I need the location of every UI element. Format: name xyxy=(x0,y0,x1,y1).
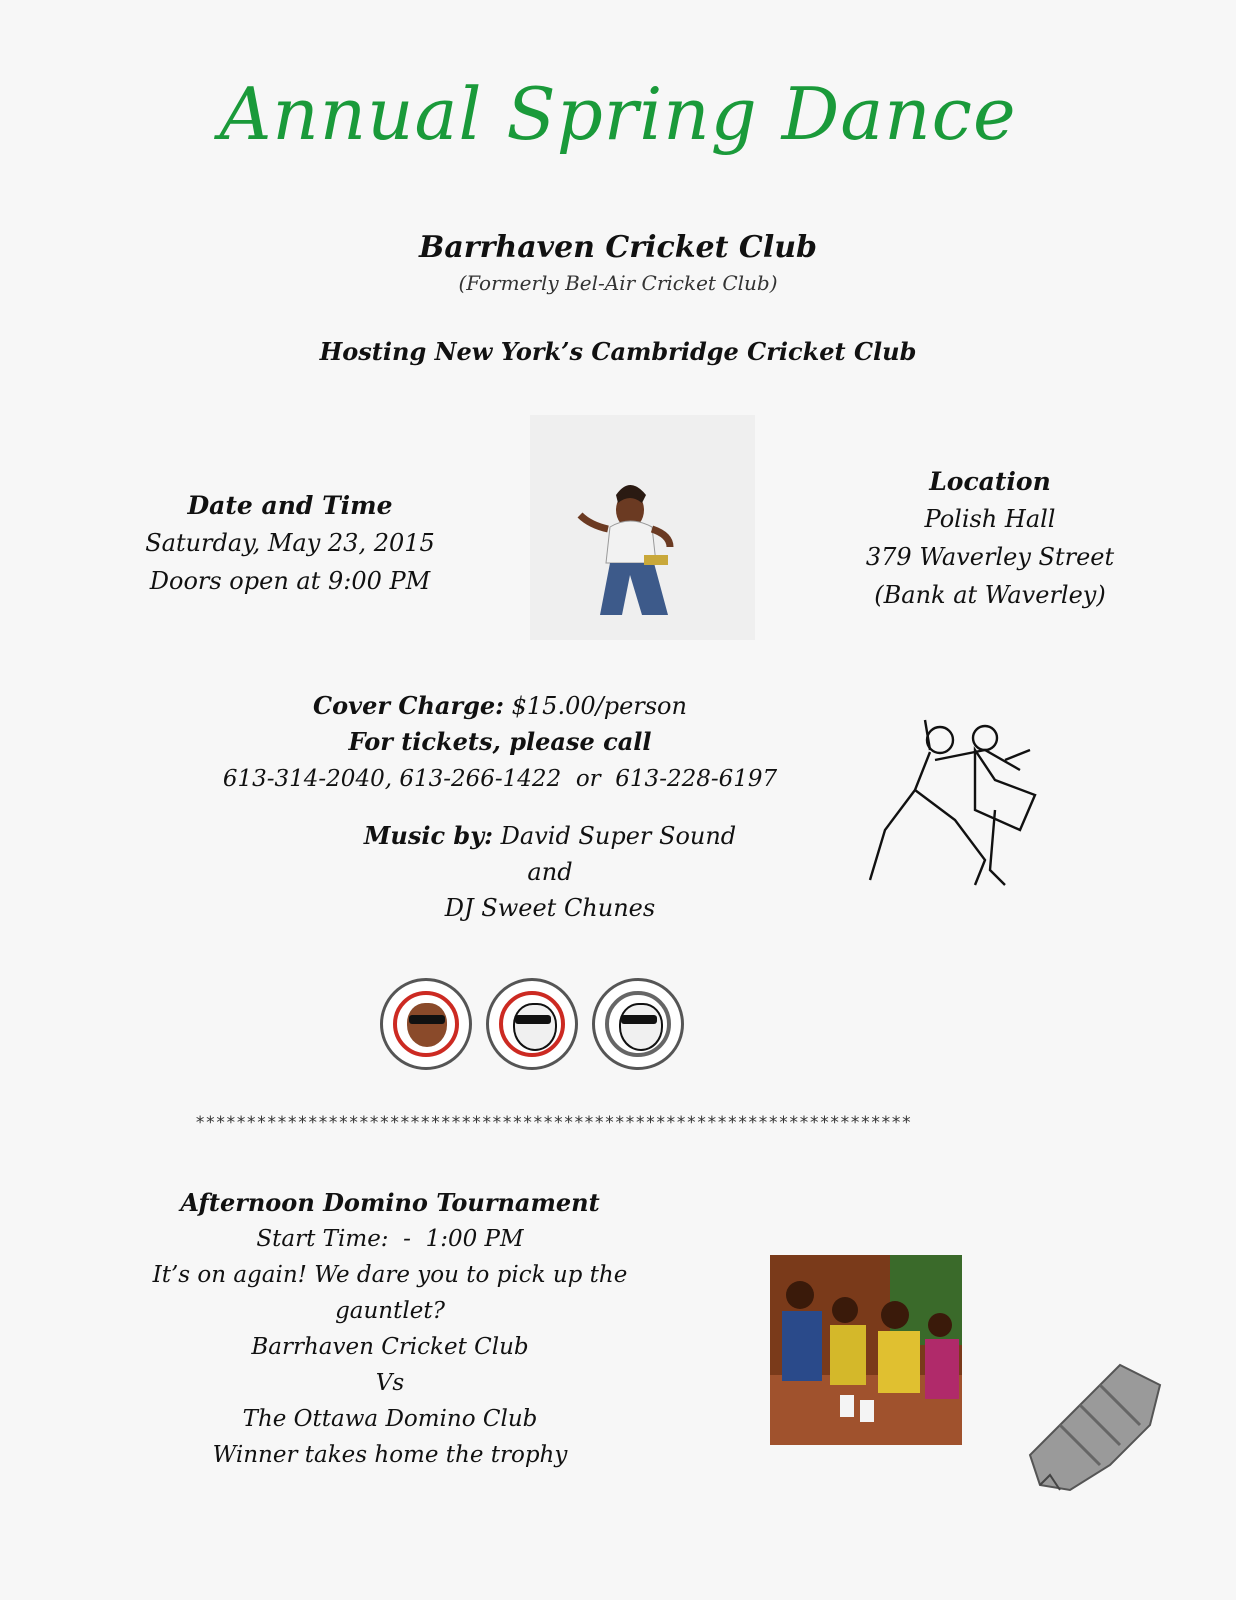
host-club-name: Barrhaven Cricket Club xyxy=(418,230,817,265)
domino-team1: Barrhaven Cricket Club xyxy=(251,1334,529,1360)
host-formerly: (Formerly Bel-Air Cricket Club) xyxy=(458,271,778,295)
location-address: 379 Waverley Street xyxy=(865,543,1115,571)
music-dj1: David Super Sound xyxy=(500,822,737,850)
music-dj2: DJ Sweet Chunes xyxy=(444,894,656,922)
domino-prize: Winner takes home the trophy xyxy=(212,1442,568,1468)
date-time-heading: Date and Time xyxy=(187,491,393,520)
music-block xyxy=(200,818,900,926)
tickets-block xyxy=(200,688,800,798)
location-heading: Location xyxy=(929,467,1051,496)
host-block xyxy=(0,230,1236,366)
location-cross-street: (Bank at Waverley) xyxy=(874,581,1106,609)
hosting-line: Hosting New York’s Cambridge Cricket Club xyxy=(319,337,917,366)
date-time-block xyxy=(130,488,450,600)
section-divider: ********************************************************************** xyxy=(195,1113,912,1133)
location-venue: Polish Hall xyxy=(924,505,1056,533)
cover-charge-label: Cover Charge: xyxy=(313,691,504,720)
domino-team2: The Ottawa Domino Club xyxy=(242,1406,538,1432)
music-label: Music by: xyxy=(363,821,494,850)
ticket-phone-numbers: 613-314-2040, 613-266-1422 or 613-228-6197 xyxy=(222,766,778,792)
domino-heading: Afternoon Domino Tournament xyxy=(180,1188,600,1217)
doors-open: Doors open at 9:00 PM xyxy=(149,567,431,595)
cover-charge-value: $15.00/person xyxy=(511,692,687,720)
dj-logo-1 xyxy=(380,978,472,1070)
event-date: Saturday, May 23, 2015 xyxy=(145,529,435,557)
domino-vs: Vs xyxy=(375,1370,405,1396)
tickets-call-line: For tickets, please call xyxy=(348,727,652,756)
music-and: and xyxy=(527,858,573,886)
domino-players-painting xyxy=(770,1255,962,1445)
dancer-woman-image xyxy=(530,415,755,640)
flyer-title: Annual Spring Dance xyxy=(219,72,1017,156)
dj-logos xyxy=(380,978,690,1078)
location-block xyxy=(840,464,1140,614)
domino-line1: It’s on again! We dare you to pick up the xyxy=(152,1262,628,1288)
domino-line2: gauntlet? xyxy=(335,1298,445,1324)
domino-block xyxy=(130,1185,650,1473)
gauntlet-image xyxy=(1020,1345,1170,1500)
dj-logo-2 xyxy=(486,978,578,1070)
dj-logo-3 xyxy=(592,978,684,1070)
domino-start-time: Start Time: - 1:00 PM xyxy=(256,1226,524,1252)
